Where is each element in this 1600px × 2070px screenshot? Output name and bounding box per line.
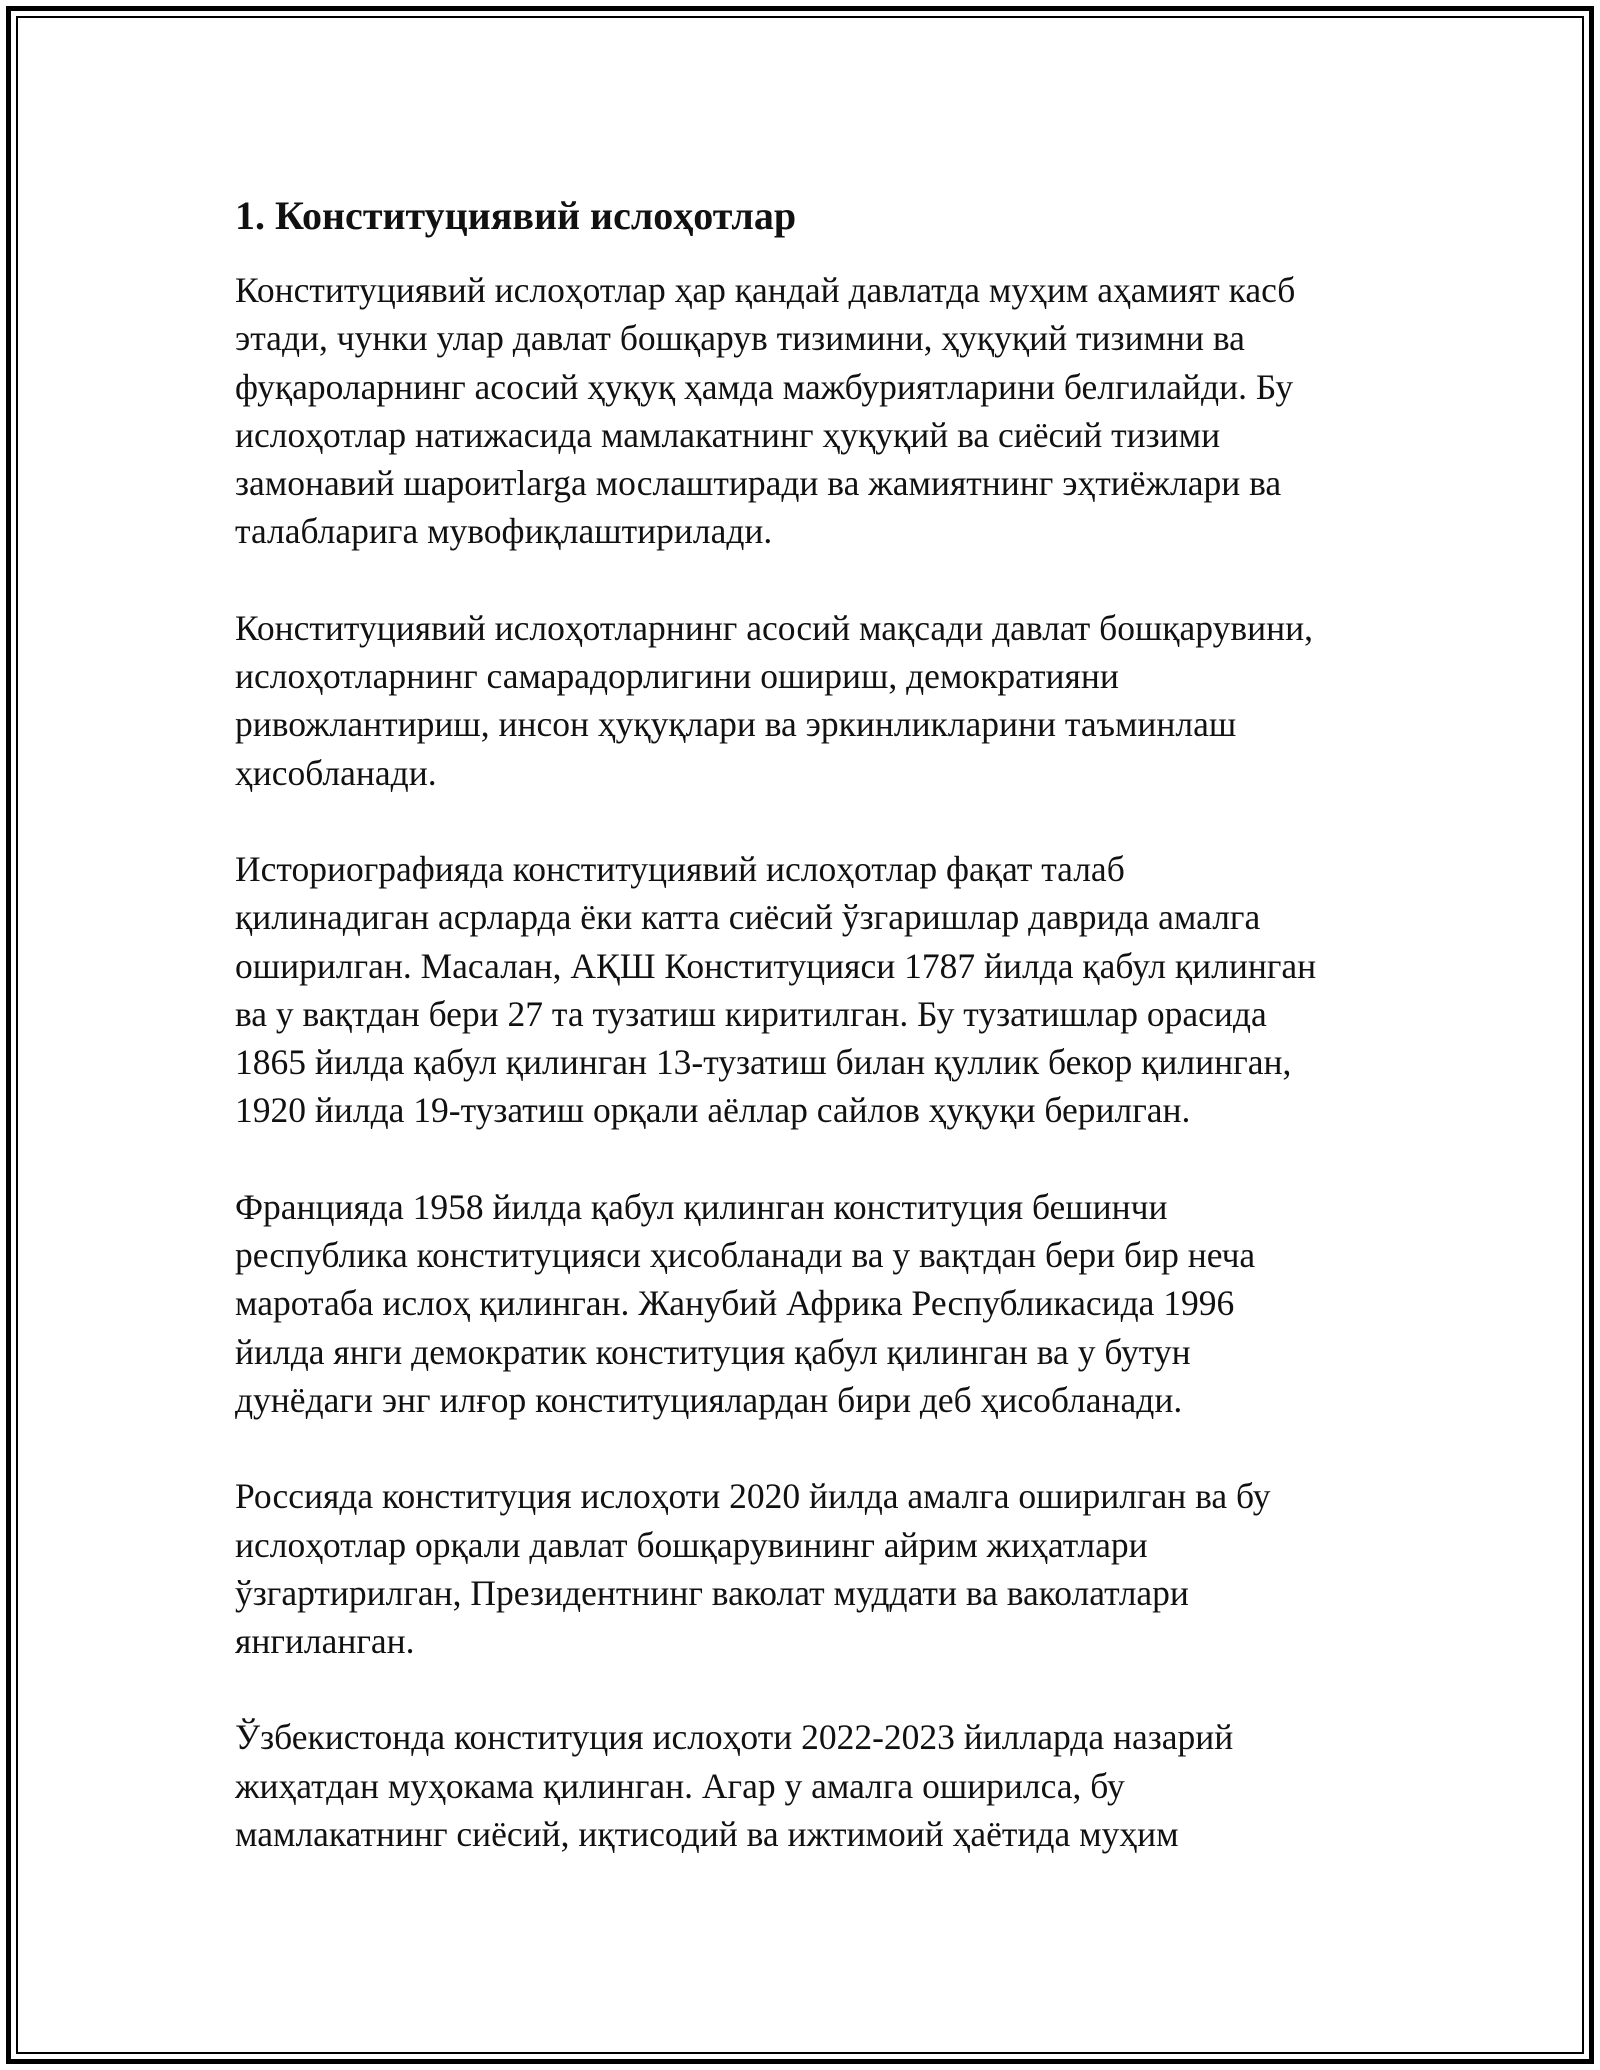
- paragraph-historiography: Историографияда конституциявий ислоҳотлар фақат талаб қилинадиган асрларда ёки катта сиёсий ўзгаришлар даврида амалга оширилган. Масалан, АҚШ Конституцияси 1787 йилда қабул қилинган ва у вақтдан бери 27 та тузатиш киритилган. Бу тузатишлар орасида 1865 йилда қабул қилинган 13-тузатиш билан қуллик бекор қилинган, 1920 йилда 19-тузатиш орқали аёллар сайлов ҳуқуқи берилган.: [235, 848, 1317, 1131]
- section-heading: 1. Конституциявий ислоҳотлар: [235, 193, 797, 238]
- paragraph-intro: Конституциявий ислоҳотлар ҳар қандай давлатда муҳим аҳамият касб этади, чунки улар давлат бошқарув тизимини, ҳуқуқий тизимни ва фуқароларнинг асосий ҳуқуқ ҳамда мажбуриятларини белгилайди. Бу ислоҳотлар натижасида мамлакатнинг ҳуқуқий ва сиёсий тизими замонавий шароитlarga мослаштиради ва жамиятнинг эҳтиёжлари ва талабларига мувофиқлаштирилади.: [235, 270, 1296, 552]
- document-body: [235, 186, 1365, 1906]
- paragraph-uzbekistan: Ўзбекистонда конституция ислоҳоти 2022-2023 йилларда назарий жиҳатдан муҳокама қилинган. Агар у амалга оширилса, бу мамлакатнинг сиёсий, иқтисодий ва ижтимоий ҳаётида муҳим: [235, 1717, 1234, 1855]
- paragraph-goals: Конституциявий ислоҳотларнинг асосий мақсади давлат бошқарувини, ислоҳотларнинг самарадорлигини ошириш, демократияни ривожлантириш, инсон ҳуқуқлари ва эркинликларини таъминлаш ҳисобланади.: [235, 607, 1313, 793]
- paragraph-russia: Россияда конституция ислоҳоти 2020 йилда амалга оширилган ва бу ислоҳотлар орқали давлат бошқарувининг айрим жиҳатлари ўзгартирилган, Президентнинг ваколат муддати ва ваколатлари янгиланган.: [235, 1476, 1271, 1662]
- paragraph-france-south-africa: Францияда 1958 йилда қабул қилинган конституция бешинчи республика конституцияси ҳисобланади ва у вақтдан бери бир неча маротаба ислоҳ қилинган. Жанубий Африка Республикасида 1996 йилда янги демократик конституция қабул қилинган ва у бутун дунёдаги энг илғор конституциялардан бири деб ҳисобланади.: [235, 1186, 1256, 1420]
